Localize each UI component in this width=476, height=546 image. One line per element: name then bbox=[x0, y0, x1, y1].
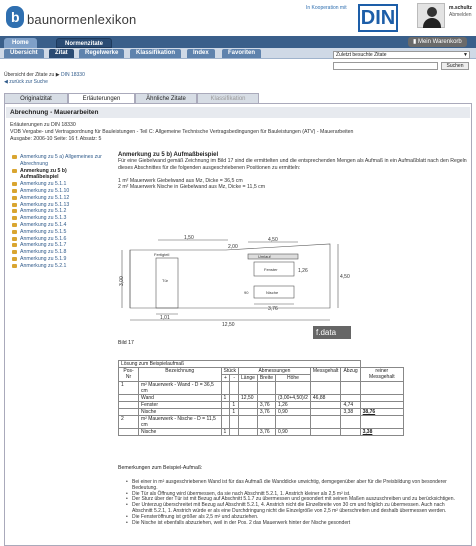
tab-uebersicht[interactable]: Übersicht bbox=[4, 49, 44, 58]
col-header: Länge bbox=[239, 375, 258, 382]
folder-icon bbox=[12, 155, 17, 159]
sidebar-item[interactable]: Anmerkung zu 5.1.8 bbox=[12, 249, 104, 256]
cart-icon: ▮ bbox=[413, 39, 418, 45]
table-row: Fenster 1 3,76 1,26 4,74 bbox=[119, 402, 404, 409]
dim-label: 1,50 bbox=[184, 235, 194, 241]
brand-name[interactable]: baunormenlexikon bbox=[27, 12, 137, 27]
tab-klassifikation[interactable]: Klassifikation bbox=[130, 49, 181, 58]
recent-citations-select[interactable]: Zuletzt besuchte Zitate ▼ bbox=[333, 51, 470, 59]
dim-label: 2,00 bbox=[228, 244, 238, 250]
sidebar-item-current[interactable]: Anmerkung zu 5 b) Aufmaßbeispiel bbox=[12, 168, 104, 182]
sidebar bbox=[12, 154, 104, 270]
tab-aehnliche-zitate[interactable]: Ähnliche Zitate bbox=[135, 93, 197, 103]
table-row: Wand 1 12,50 (3,00+4,50)/2 46,88 bbox=[119, 395, 404, 402]
list-item: • Die Nische ist ebenfalls abzuziehen, weil in der Pos. 2 das Mauerwerk hinter der Nische gesondert bbox=[126, 521, 466, 527]
folder-icon bbox=[12, 216, 17, 220]
list-item: • Die Fensteröffnung ist größer als 2,5 m² und abzuziehen. bbox=[126, 515, 466, 521]
dim-label: 4,50 bbox=[268, 237, 278, 243]
tab-favoriten[interactable]: Favoriten bbox=[222, 49, 261, 58]
list-item: • Bei einer in m² ausgeschriebenen Wand ist für das Aufmaß die Wanddicke unwichtig, demgegenüber aber für die Preisbildung von besonderer Bedeutung. bbox=[126, 480, 466, 492]
sidebar-item[interactable]: Anmerkung zu 5.1.6 bbox=[12, 236, 104, 243]
avatar bbox=[417, 3, 445, 28]
search-button[interactable]: Suchen bbox=[441, 62, 469, 70]
cooperation-text: In Kooperation mit bbox=[306, 5, 347, 11]
content-tabs bbox=[4, 93, 472, 103]
tab-home[interactable]: Home bbox=[4, 38, 37, 48]
folder-icon bbox=[12, 182, 17, 186]
back-arrow-icon: ◀ bbox=[4, 79, 10, 85]
sidebar-item[interactable]: Anmerkung zu 5.1.9 bbox=[12, 256, 104, 263]
folder-icon bbox=[12, 237, 17, 241]
table-row: 2 m² Mauerwerk - Nische - D = 11,5 cm bbox=[119, 416, 404, 429]
drawing-label: Fertigteil bbox=[154, 252, 170, 257]
list-item: • Der Unterzug überschreitet mit Bezug auf Abschnitt 5.2.1, 4. Anstrich nicht die Einzelbreite von 30 cm und folglich zu übermessen. Auch nach Abschnitt 5.2.1, 1. Anstrich würde er als eine Durchdringung nicht die Einzelgröße von 2,5 m² überschreiten und deshalb übermessen werden. bbox=[126, 503, 466, 515]
col-header: - bbox=[230, 375, 239, 382]
tab-regelwerke[interactable]: Regelwerke bbox=[79, 49, 124, 58]
drawing-label: Fenster bbox=[264, 267, 278, 272]
logo-icon[interactable]: b bbox=[6, 6, 24, 28]
folder-icon bbox=[12, 223, 17, 227]
sidebar-item[interactable]: Anmerkung zu 5.1.4 bbox=[12, 222, 104, 229]
folder-icon bbox=[12, 257, 17, 261]
drawing-label: 90 bbox=[244, 290, 249, 295]
col-header: Pos-Nr bbox=[119, 368, 139, 382]
sidebar-item[interactable]: Anmerkung zu 5.1.5 bbox=[12, 229, 104, 236]
col-header: Messgehalt bbox=[310, 368, 341, 382]
chevron-down-icon: ▼ bbox=[463, 52, 468, 58]
sidebar-item[interactable]: Anmerkung zu 5.1.1 bbox=[12, 181, 104, 188]
sidebar-item[interactable]: Anmerkung zu 5.1.3 bbox=[12, 215, 104, 222]
dim-label: 1,26 bbox=[298, 268, 308, 274]
col-header: Bezeichnung bbox=[139, 368, 221, 382]
dim-label: 4,50 bbox=[340, 274, 350, 280]
position-1: 1 m² Mauerwerk Giebelwand aus Mz, Dicke = 36,5 cm bbox=[118, 177, 243, 184]
tab-normenzitate[interactable]: Normenzitate bbox=[56, 38, 112, 48]
col-header: Höhe bbox=[275, 375, 310, 382]
main-title: Anmerkung zu 5 b) Aufmaßbeispiel bbox=[118, 152, 219, 158]
solution-table bbox=[118, 360, 404, 436]
breadcrumb-link[interactable]: DIN 18330 bbox=[60, 72, 85, 78]
dim-label: 3,76 bbox=[268, 306, 278, 312]
sidebar-item[interactable]: Anmerkung zu 5.1.2 bbox=[12, 208, 104, 215]
col-header: Stück bbox=[221, 368, 239, 375]
sidebar-item[interactable]: Anmerkung zu 5.1.12 bbox=[12, 195, 104, 202]
breadcrumb: Übersicht der Zitate zu ▶ DIN 18330 bbox=[4, 72, 85, 78]
main-content bbox=[118, 152, 468, 191]
folder-icon bbox=[12, 264, 17, 268]
folder-icon bbox=[12, 189, 17, 193]
col-header: reiner Messgehalt bbox=[360, 368, 403, 382]
logout-link[interactable]: Abmelden bbox=[449, 12, 472, 18]
dim-label: 3,00 bbox=[119, 276, 125, 286]
folder-icon bbox=[12, 196, 17, 200]
remarks-list bbox=[126, 480, 466, 526]
tab-zitat[interactable]: Zitat bbox=[49, 49, 74, 58]
lintel-outline bbox=[248, 254, 298, 259]
col-header: + bbox=[221, 375, 230, 382]
sidebar-item[interactable]: Anmerkung zu 5.1.10 bbox=[12, 188, 104, 195]
table-caption: Lösung zum Beispielaufmaß bbox=[119, 361, 361, 368]
list-item: • Die Tür als Öffnung wird übermessen, da sie nach Abschnitt 5.2.1, 1. Anstrich kleiner als 2,5 m² ist. bbox=[126, 492, 466, 498]
fdata-logo: f.data bbox=[313, 326, 351, 339]
drawing-label: Umlauf bbox=[258, 254, 271, 259]
drawing-label: Nische bbox=[266, 290, 279, 295]
door-opening bbox=[156, 258, 178, 308]
search-input[interactable] bbox=[333, 62, 438, 70]
back-link[interactable]: ◀ zurück zur Suche bbox=[4, 79, 48, 85]
folder-icon bbox=[12, 250, 17, 254]
folder-icon bbox=[12, 230, 17, 234]
tab-erlaeuterungen[interactable]: Erläuterungen bbox=[68, 93, 135, 103]
col-header: Breite bbox=[257, 375, 275, 382]
folder-icon bbox=[12, 209, 17, 213]
list-item: • Der Sturz über der Tür ist mit Bezug auf Abschnitt 5.1.7 zu übermessen und gesondert mit seinen Maßen auszuschreiben und zu berücksichtigen. bbox=[126, 497, 466, 503]
figure-caption: Bild 17 bbox=[118, 340, 134, 346]
folder-icon bbox=[12, 169, 17, 173]
dim-label: 1,01 bbox=[160, 315, 170, 321]
meta-info: Erläuterungen zu DIN 18330 VOB Vergabe- und Vertragsordnung für Bauleistungen - Teil C: Allgemeine Technische Vertragsbedingungen für Bauleistungen (ATV) - Mauerarbeiten Ausgabe: 2006-10 Seite: 16 f. Absatz: 5 bbox=[10, 122, 354, 142]
remarks-title: Bemerkungen zum Beispiel-Aufmaß: bbox=[118, 465, 203, 471]
table-row: Nische 1 3,76 0,90 3,38 38,76 bbox=[119, 409, 404, 416]
tab-originalzitat[interactable]: Originalzitat bbox=[4, 93, 68, 103]
site-header bbox=[0, 0, 476, 36]
position-2: 2 m² Mauerwerk Nische in Giebelwand aus Mz, Dicke = 11,5 cm bbox=[118, 184, 266, 191]
user-name: m.schultz bbox=[449, 5, 473, 11]
tab-klassifikation-content: Klassifikation bbox=[197, 93, 259, 103]
main-intro: Für eine Giebelwand gemäß Zeichnung im Bild 17 sind die ermittelten und die entsprechenden Mengen als Aufmaß in ein Aufmaßblatt nach den Regeln dieses Abschnittes für die folgenden ausgeschriebenen Positionen zu ermitteln: bbox=[118, 158, 467, 171]
table-row: Nische 1 3,76 0,90 3,38 bbox=[119, 429, 404, 436]
cart-button[interactable]: ▮ Mein Warenkorb bbox=[408, 37, 467, 47]
col-header: Abmessungen bbox=[239, 368, 311, 375]
drawing-label: Tür bbox=[162, 278, 168, 283]
sidebar-item[interactable]: Anmerkung zu 5 a) Allgemeines zur Abrechnung bbox=[12, 154, 104, 168]
tab-index[interactable]: Index bbox=[187, 49, 215, 58]
folder-icon bbox=[12, 243, 17, 247]
sidebar-item[interactable]: Anmerkung zu 5.1.13 bbox=[12, 202, 104, 209]
col-header: Abzug bbox=[341, 368, 360, 382]
folder-icon bbox=[12, 203, 17, 207]
section-title: Abrechnung - Mauerarbeiten bbox=[6, 107, 470, 118]
din-logo[interactable]: DIN bbox=[358, 4, 398, 32]
dim-label: 12,50 bbox=[222, 322, 235, 328]
breadcrumb-arrow-icon: ▶ bbox=[55, 72, 60, 78]
sidebar-item[interactable]: Anmerkung zu 5.2.1 bbox=[12, 263, 104, 270]
table-row: 1 m² Mauerwerk - Wand - D = 36,5 cm bbox=[119, 382, 404, 395]
sidebar-item[interactable]: Anmerkung zu 5.1.7 bbox=[12, 242, 104, 249]
